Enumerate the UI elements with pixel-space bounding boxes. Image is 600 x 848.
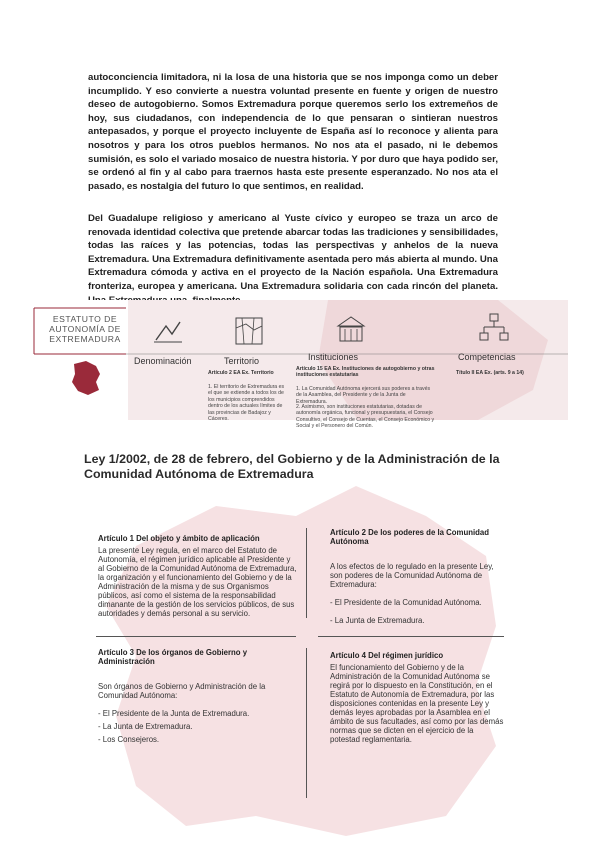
grid-divider-left	[96, 636, 296, 637]
article-1-title: Artículo 1 Del objeto y ámbito de aplicación	[98, 534, 260, 543]
article-3-item-1: - El Presidente de la Junta de Extremadura.	[98, 709, 250, 718]
article-2-body	[330, 562, 505, 634]
article-1-body: La presente Ley regula, en el marco del Estatuto de Autonomía, el régimen jurídico aplicable al Presidente y al Gobierno de la Comunidad Autónoma de Extremadura, la organización y el funcionamiento del Gobierno y de la Administración de la misma y de sus Organismos públicos, así como el sistema de la responsabilidad dimanante de la gestión de los servicios públicos, de sus autoridades y demás personal a su servicio.	[98, 546, 297, 618]
instituciones-article: Artículo 15 EA Ex. Instituciones de autogobierno y otras instituciones estatutarias	[296, 366, 435, 378]
territorio-text: 1. El territorio de Extremadura es el que se extiende a todos los de los municipios comprendidos dentro de los actuales límites de las provincias de Badajoz y Cáceres.	[208, 384, 285, 423]
competencias-label: Competencias	[458, 352, 516, 362]
statute-infographic	[28, 300, 568, 430]
institution-building-icon	[334, 314, 368, 346]
article-2-title: Artículo 2 De los poderes de la Comunidad Autónoma	[330, 528, 489, 546]
instituciones-label: Instituciones	[308, 352, 359, 362]
instituciones-text-2: 2. Asimismo, son instituciones estatutarias, dotadas de autonomía orgánica, funcional y presupuestaria, el Consejo Consultivo, el Consejo de Cuentas, el Consejo Económico y Social y el Personero del Común.	[296, 404, 435, 430]
grid-divider-vertical-bottom	[306, 648, 307, 798]
article-4-title: Artículo 4 Del régimen jurídico	[330, 651, 444, 660]
article-2-intro: A los efectos de lo regulado en la presente Ley, son poderes de la Comunidad Autónoma de Extremadura:	[330, 562, 494, 589]
article-3-item-2: - La Junta de Extremadura.	[98, 722, 193, 731]
article-3-body	[98, 682, 302, 748]
paragraph-identity: autoconciencia limitadora, ni la losa de una historia que se nos imponga como un deber incumplido. Y eso convierte a nuestra voluntad presente en fuente y origen de nuestro deseo de autogobierno. Somos Extremadura porque queremos serlo los extremeños de hoy, sus ciudadanos, con independencia de lo que pensaran o sintieran nuestros antepasados, y porque el proyecto incluyente de España así lo reconoce y alienta para nosotros y para los otros pueblos hermanos. No nos ata el pasado, ni le debemos sumisión, es solo el variado mosaico de nuestra historia. Y por duro que haya podido ser, se ordenó al fin y al cabo para traernos hasta este presente esperanzado. No nos ata el pasado, es nostalgia del futuro lo que sentimos, en realidad.	[88, 72, 498, 192]
territorio-article: Artículo 2 EA Ex. Territorio	[208, 370, 274, 376]
statute-title: ESTATUTO DE AUTONOMÍA DE EXTREMADURA	[49, 314, 121, 344]
signature-icon	[152, 318, 184, 346]
extremadura-map-icon	[66, 358, 106, 398]
denominacion-label: Denominación	[134, 356, 192, 366]
article-3-title: Artículo 3 De los órganos de Gobierno y Administración	[98, 648, 248, 666]
grid-divider-right	[318, 636, 504, 637]
territorio-label: Territorio	[224, 356, 260, 366]
article-4-body: El funcionamiento del Gobierno y de la Administración de la Comunidad Autónoma se regirá por lo dispuesto en la Constitución, en el Estatuto de Autonomía de Extremadura, por las disposiciones contenidas en la presente Ley y demás leyes aprobadas por la Asamblea en el ámbito de sus facultades, así como por las demás normas que se dicten en el ejercicio de la potestad reglamentaria.	[330, 663, 504, 744]
article-3-intro: Son órganos de Gobierno y Administración de la Comunidad Autónoma:	[98, 682, 266, 700]
instituciones-text-1: 1. La Comunidad Autónoma ejercerá sus poderes a través de la Asamblea, del Presidente y de la Junta de Extremadura.	[296, 386, 431, 405]
article-3-item-3: - Los Consejeros.	[98, 735, 160, 744]
article-2-item-1: - El Presidente de la Comunidad Autónoma.	[330, 598, 482, 607]
paragraph-arc: Del Guadalupe religioso y americano al Yuste cívico y europeo se traza un arco de renovada identidad colectiva que pretende abarcar todas las tradiciones y sensibilidades, todas las raíces y las potencias, todas las perspectivas y anhelos de la nueva Extremadura. Una Extremadura definitivamente asentada pero más abierta al mundo. Una Extremadura cómoda y activa en el proyecto de la Nación española. Una Extremadura fronteriza, europea y americana. Una Extremadura solidaria con cada rincón del planeta.	[88, 213, 498, 292]
article-2-item-2: - La Junta de Extremadura.	[330, 616, 425, 625]
grid-divider-vertical-top	[306, 528, 307, 618]
ley-title: Ley 1/2002, de 28 de febrero, del Gobierno y de la Administración de la Comunidad Autónoma de Extremadura	[84, 452, 500, 481]
territory-map-icon	[232, 314, 266, 348]
competencias-article: Título II EA Ex. (arts. 9 a 14)	[456, 370, 524, 376]
hierarchy-icon	[478, 312, 510, 344]
